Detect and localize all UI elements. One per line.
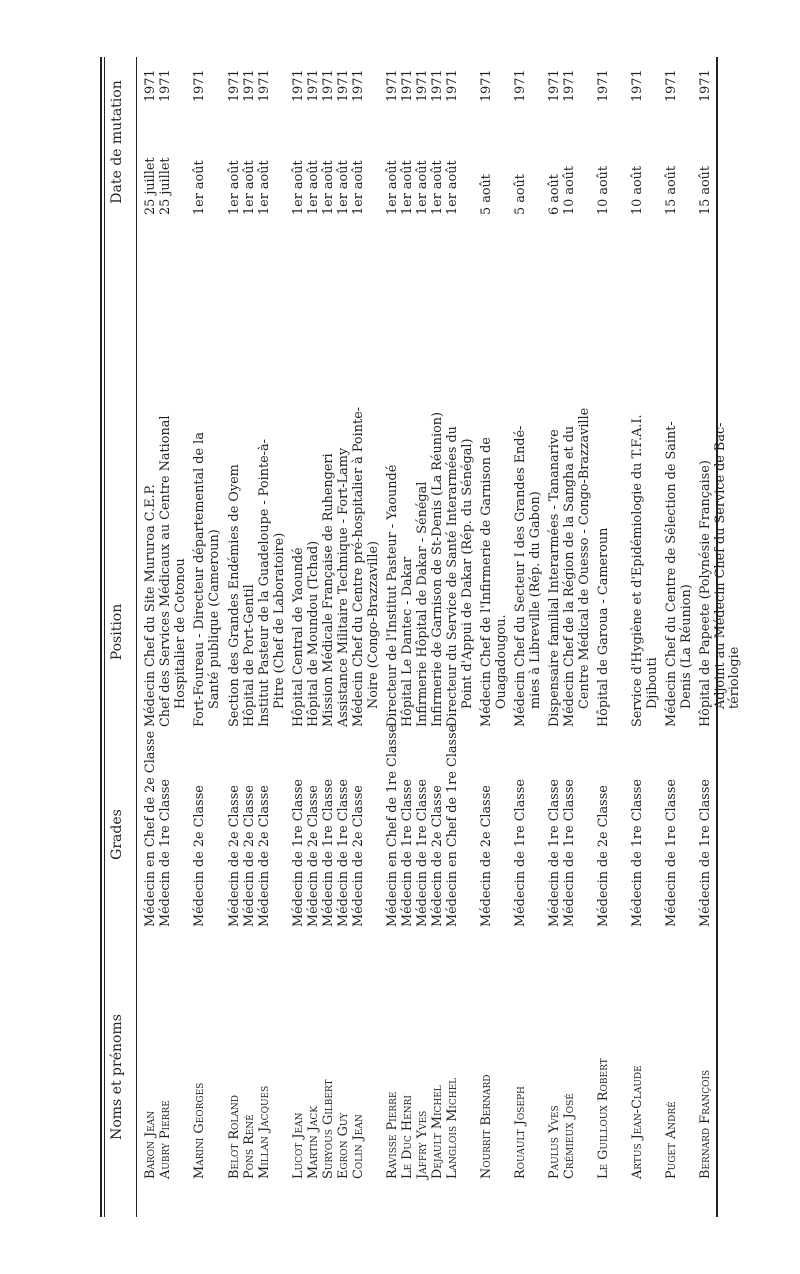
row-position: Fort-Foureau - Directeur départemental de la	[192, 432, 207, 727]
row-year: 1971	[664, 69, 679, 102]
row-grade: Médecin en Chef de 2e Classe	[143, 730, 158, 927]
row-grade: Médecin de 1re Classe	[630, 779, 645, 927]
row-position: Hôpital Le Dantec - Dakar	[400, 556, 415, 727]
row-name: Jaffry Yves	[415, 1110, 430, 1179]
row-position: Assistance Militaire Technique - Fort-Lamy	[336, 447, 351, 727]
table-top-rule	[100, 57, 102, 1217]
row-name: Millan Jacques	[257, 1085, 272, 1179]
row-grade: Médecin de 1re Classe	[698, 779, 713, 927]
row-year: 1971	[415, 69, 430, 102]
row-year: 1971	[291, 69, 306, 102]
row-grade: Médecin en Chef de 1re Classe	[445, 724, 460, 927]
row-name: Belot Roland	[227, 1095, 242, 1179]
row-date: 10 août	[630, 165, 645, 215]
row-grade: Médecin de 1re Classe	[158, 779, 173, 927]
row-year: 1971	[306, 69, 321, 102]
row-position-cont: Hospitalier de Cotonou	[172, 558, 188, 709]
row-grade: Médecin de 2e Classe	[596, 785, 611, 927]
row-grade: Médecin de 1re Classe	[513, 779, 528, 927]
header-grades: Grades	[109, 809, 125, 860]
row-date: 1er août	[192, 160, 207, 215]
row-position: Hôpital de Garoua - Cameroun	[596, 527, 611, 727]
row-position-cont: Santé publique (Cameroun)	[206, 529, 222, 709]
row-date: 6 août	[547, 174, 562, 215]
row-name: Le Guilloux Robert	[596, 1058, 611, 1179]
row-year: 1971	[513, 69, 528, 102]
row-grade: Médecin de 1re Classe	[415, 779, 430, 927]
row-date: 1er août	[321, 160, 336, 215]
row-position-cont: Ouagadougou.	[493, 614, 509, 709]
row-year: 1971	[562, 69, 577, 102]
row-date: 15 août	[698, 165, 713, 215]
row-position: Infirmerie de Garnison de St-Denis (La Réunion)	[430, 411, 445, 727]
row-name: Nourrit Bernard	[479, 1074, 494, 1179]
row-year: 1971	[400, 69, 415, 102]
row-position-cont: mies à Libreville (Rép. du Gabon)	[527, 491, 543, 709]
row-grade: Médecin de 1re Classe	[291, 779, 306, 927]
row-name: Ravisse Pierre	[385, 1091, 400, 1179]
row-grade: Médecin de 2e Classe	[242, 785, 257, 927]
row-grade: Médecin de 2e Classe	[257, 785, 272, 927]
row-year: 1971	[192, 69, 207, 102]
row-year: 1971	[430, 69, 445, 102]
header-date: Date de mutation	[109, 80, 125, 204]
row-position: Chef des Services Médicaux au Centre National	[158, 415, 173, 727]
row-date: 1er août	[445, 160, 460, 215]
row-name: Langlois Michel	[445, 1077, 460, 1179]
row-year: 1971	[445, 69, 460, 102]
row-position: Médecin Chef du Site Mururoa C.E.P.	[143, 484, 158, 727]
row-name: Artus Jean-Claude	[630, 1065, 645, 1179]
row-position: Médecin Chef de l'Infirmerie de Garnison de	[479, 437, 494, 727]
row-grade: Médecin de 1re Classe	[562, 779, 577, 927]
row-position: Infirmerie Hôpital de Dakar - Sénégal	[415, 481, 430, 727]
row-name: Lucot Jean	[291, 1112, 306, 1179]
header-rule	[136, 57, 137, 1217]
row-position-cont: Centre Médical de Ouesso - Congo-Brazzaville	[576, 407, 592, 709]
rotated-table	[100, 57, 743, 1217]
row-grade: Médecin de 2e Classe	[479, 785, 494, 927]
row-position: Section des Grandes Endémies de Oyem	[227, 464, 242, 727]
row-name: Aubry Pierre	[158, 1100, 173, 1179]
row-date: 10 août	[596, 165, 611, 215]
row-date: 15 août	[664, 165, 679, 215]
row-date: 1er août	[291, 160, 306, 215]
row-date: 1er août	[400, 160, 415, 215]
row-name: Martin Jack	[306, 1106, 321, 1179]
row-name: Suryous Gilbert	[321, 1079, 336, 1179]
row-year: 1971	[321, 69, 336, 102]
row-date: 1er août	[430, 160, 445, 215]
row-position: Directeur du Service de Santé Interarmées du	[445, 426, 460, 727]
row-grade: Médecin de 1re Classe	[400, 779, 415, 927]
row-name: Dejault Michel	[430, 1085, 445, 1179]
row-name: Bernard François	[698, 1069, 713, 1179]
row-position: Médecin Chef du Centre pré-hospitalier à Pointe-	[351, 406, 366, 727]
row-date: 25 juillet	[158, 157, 173, 215]
row-name: Crémieux José	[562, 1093, 577, 1179]
row-name: Pons René	[242, 1114, 257, 1179]
row-position-cont: Point d'Appui de Dakar (Rép. du Sénégal)	[459, 438, 475, 709]
row-date: 25 juillet	[143, 157, 158, 215]
row-date: 1er août	[336, 160, 351, 215]
row-grade: Médecin de 1re Classe	[336, 779, 351, 927]
row-date: 1er août	[257, 160, 272, 215]
row-date: 5 août	[513, 174, 528, 215]
row-name: Le Duc Henri	[400, 1095, 415, 1179]
row-date: 1er août	[227, 160, 242, 215]
row-date: 5 août	[479, 174, 494, 215]
header-names: Noms et prénoms	[109, 1014, 125, 1140]
row-name: Egron Guy	[336, 1112, 351, 1179]
row-position: Institut Pasteur de la Guadeloupe - Pointe-à-	[257, 439, 272, 727]
header-position: Position	[109, 603, 125, 661]
row-name: Colin Jean	[351, 1114, 366, 1179]
row-grade: Médecin de 2e Classe	[306, 785, 321, 927]
row-year: 1971	[479, 69, 494, 102]
row-position: Hôpital de Port-Gentil	[242, 584, 257, 727]
row-year: 1971	[257, 69, 272, 102]
row-year: 1971	[143, 69, 158, 102]
row-year: 1971	[336, 69, 351, 102]
row-name: Puget André	[664, 1101, 679, 1179]
row-position-cont: tériologie	[727, 646, 743, 709]
row-name: Paulus Yves	[547, 1105, 562, 1179]
row-grade: Médecin de 1re Classe	[664, 779, 679, 927]
row-position: Hôpital Central de Yaoundé	[291, 547, 306, 727]
row-position: Dispensaire familial Interarmées - Tananarive	[547, 429, 562, 727]
row-grade: Médecin en Chef de 1re Classe	[385, 724, 400, 927]
row-year: 1971	[158, 69, 173, 102]
row-year: 1971	[351, 69, 366, 102]
row-position: Médecin Chef du Secteur I des Grandes Endé-	[513, 425, 528, 727]
row-year: 1971	[227, 69, 242, 102]
row-position: Service d'Hygiène et d'Epidémiologie du T.F.A.I.	[630, 414, 645, 727]
row-date: 1er août	[351, 160, 366, 215]
row-grade: Médecin de 2e Classe	[430, 785, 445, 927]
row-year: 1971	[242, 69, 257, 102]
row-date: 1er août	[242, 160, 257, 215]
row-date: 10 août	[562, 165, 577, 215]
table-top-rule-2	[104, 57, 105, 1217]
row-name: Rouault Joseph	[513, 1086, 528, 1179]
row-name: Baron Jean	[143, 1110, 158, 1179]
row-position: Directeur de l'Institut Pasteur - Yaoundé	[385, 464, 400, 727]
row-year: 1971	[596, 69, 611, 102]
row-grade: Médecin de 2e Classe	[351, 785, 366, 927]
row-name: Marini Georges	[192, 1082, 207, 1179]
row-year: 1971	[385, 69, 400, 102]
row-grade: Médecin de 2e Classe	[192, 785, 207, 927]
row-position: Hôpital de Moundou (Tchad)	[306, 540, 321, 727]
row-position-cont: Denis (La Réunion)	[678, 584, 694, 709]
row-year: 1971	[630, 69, 645, 102]
row-position: Hôpital de Papeete (Polynésie Française)	[698, 460, 713, 727]
row-grade: Médecin de 2e Classe	[227, 785, 242, 927]
row-position-cont: Noire (Congo-Brazzaville)	[365, 540, 381, 709]
row-date: 1er août	[385, 160, 400, 215]
row-year: 1971	[547, 69, 562, 102]
row-position: Médecin Chef du Centre de Sélection de Saint-	[664, 421, 679, 727]
row-position-cont: Adjoint au Médecin Chef du Service de Bac-	[712, 422, 728, 709]
row-position: Médecin Chef de la Région de la Sangha et du	[562, 425, 577, 727]
row-date: 1er août	[306, 160, 321, 215]
row-grade: Médecin de 1re Classe	[321, 779, 336, 927]
row-date: 1er août	[415, 160, 430, 215]
row-grade: Médecin de 1re Classe	[547, 779, 562, 927]
row-year: 1971	[698, 69, 713, 102]
row-position-cont: Djibouti	[644, 657, 660, 709]
row-position: Mission Médicale Française de Ruhengeri	[321, 453, 336, 727]
row-position-cont: Pitre (Chef de Laboratoire)	[271, 532, 287, 709]
